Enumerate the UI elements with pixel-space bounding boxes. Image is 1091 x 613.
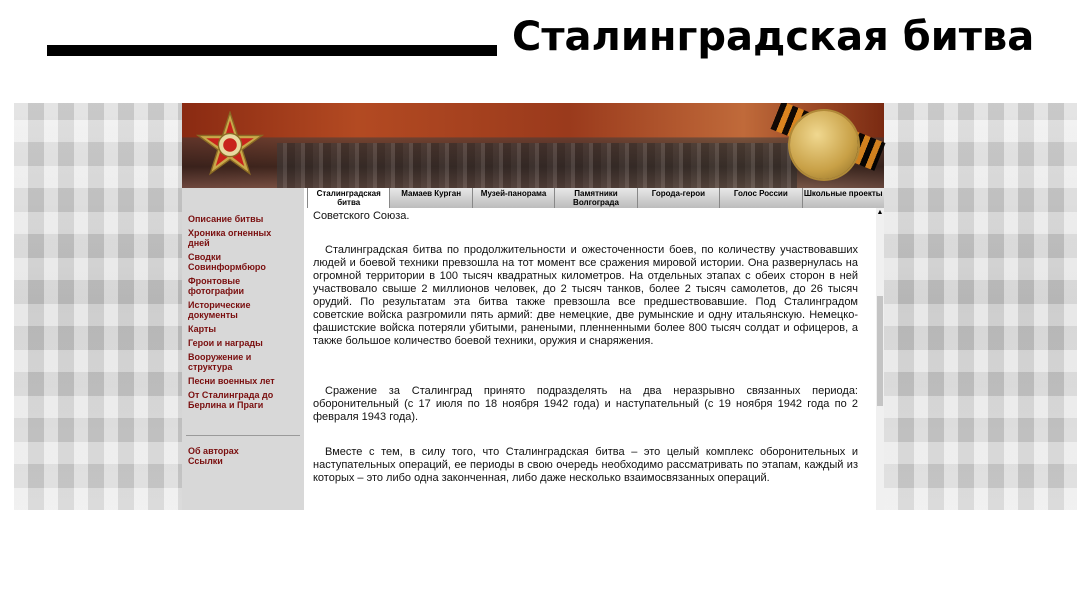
paragraph-intro-tail: Советского Союза. — [313, 210, 410, 222]
order-of-patriotic-war-icon[interactable] — [196, 111, 264, 179]
sidebar-nav — [182, 188, 304, 510]
tab-voice-of-russia[interactable]: Голос России — [719, 188, 801, 208]
background-collage-right — [884, 103, 1077, 510]
sidebar-item-heroes-awards[interactable]: Герои и награды — [188, 338, 263, 348]
title-rule — [47, 45, 497, 56]
sidebar-item-stalingrad-to-berlin[interactable]: От Сталинграда до Берлина и Праги — [188, 390, 274, 410]
sidebar-item-chronicle[interactable]: Хроника огненных дней — [188, 228, 272, 248]
tab-school-projects[interactable]: Школьные проекты — [802, 188, 884, 208]
paragraph-periods: Сражение за Сталинград принято подразделять на два неразрывно связанных периода: оборонительный (с 17 июля по 18 ноября 1942 года) и наступательный (с 19 ноября 1942 года по 2 февраля 1943 года). — [313, 385, 858, 423]
stalingrad-defense-medal-icon — [790, 111, 858, 179]
sidebar-footer-group — [188, 446, 239, 470]
sidebar-item-historical-documents[interactable]: Исторические документы — [188, 300, 251, 320]
website-frame — [182, 103, 884, 510]
sidebar-divider — [186, 435, 300, 436]
paragraph-scale: Сталинградская битва по продолжительности и ожесточенности боев, по количеству участвовавших людей и боевой техники превзошла на тот момент все сражения мировой истории. Она развернулась на огромной территории в 100 тысяч квадратных километров. На отдельных этапах с обеих сторон в ней участвовало свыше 2 миллионов человек, до 2 тысяч танков, более 2 тысяч самолетов, до 26 тысяч орудий. По результатам эта битва также превзошла все предшествовавшие. Под Сталинградом советские войска разгромили пять армий: две немецкие, две румынские и одну итальянскую. Немецко-фашистские войска потеряли убитыми, ранеными, пленненными более 800 тысяч солдат и офицеров, а также большое количество боевой техники, оружия и снаряжения. — [313, 244, 858, 347]
content-scrollbar[interactable] — [876, 208, 884, 510]
sidebar-item-about-authors[interactable]: Об авторах — [188, 446, 239, 456]
background-collage-left — [14, 103, 182, 510]
sidebar-main-group — [188, 214, 288, 414]
sidebar-item-front-photos[interactable]: Фронтовые фотографии — [188, 276, 245, 296]
tab-stalingrad-battle[interactable]: Сталинградская битва — [307, 188, 389, 208]
paragraph-stages: Вместе с тем, в силу того, что Сталинградская битва – это целый комплекс оборонительных и наступательных операций, ее периоды в свою очередь необходимо рассматривать по этапам, каждый из которых – это либо одна законченная, либо даже несколько взаимосвязанных операций. — [313, 446, 858, 484]
slide-title: Сталинградская битва — [512, 14, 1035, 60]
city-panorama — [277, 143, 797, 188]
sidebar-item-weapons-structure[interactable]: Вооружение и структура — [188, 352, 252, 372]
sidebar-item-battle-description[interactable]: Описание битвы — [188, 214, 264, 224]
sidebar-item-links[interactable]: Ссылки — [188, 456, 223, 466]
tab-museum-panorama[interactable]: Музей-панорама — [472, 188, 554, 208]
sidebar-item-maps[interactable]: Карты — [188, 324, 217, 334]
header-banner — [182, 103, 884, 188]
website-screenshot — [14, 103, 1077, 510]
scrollbar-thumb[interactable] — [877, 296, 883, 406]
tab-mamaev-kurgan[interactable]: Мамаев Курган — [389, 188, 471, 208]
sidebar-item-sovinformburo[interactable]: Сводки Совинформбюро — [188, 252, 266, 272]
article-content — [306, 208, 876, 510]
sidebar-item-war-songs[interactable]: Песни военных лет — [188, 376, 275, 386]
scroll-up-arrow-icon[interactable]: ▲ — [876, 209, 884, 216]
top-nav-tabs — [307, 188, 884, 208]
tab-hero-cities[interactable]: Города-герои — [637, 188, 719, 208]
tab-volgograd-monuments[interactable]: Памятники Волгограда — [554, 188, 636, 208]
